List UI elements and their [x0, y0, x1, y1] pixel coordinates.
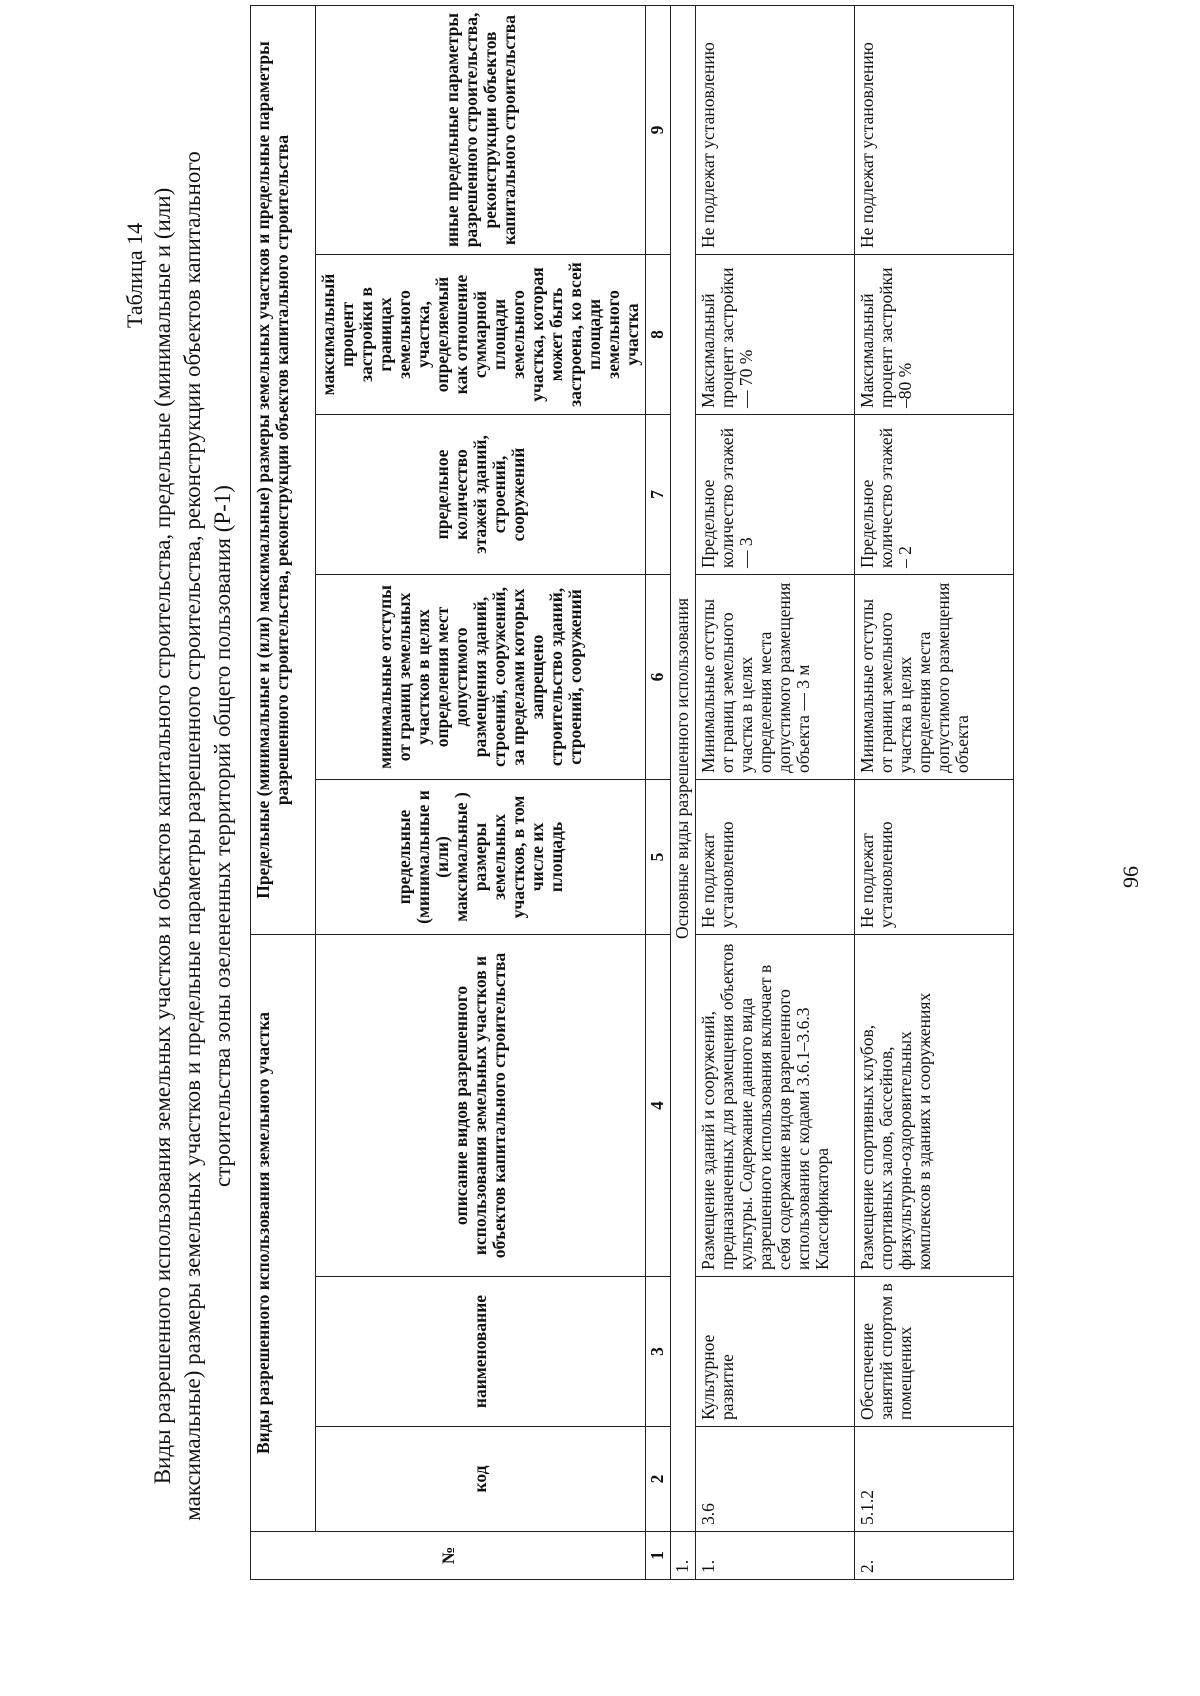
column-number: 4 [646, 934, 671, 1276]
page-number: 96 [1118, 866, 1143, 888]
section-number: 1. [671, 1532, 696, 1580]
row-other: Не подлежат установлению [855, 5, 1014, 254]
row-floors: Предельное количество этажей – 2 [855, 414, 1014, 574]
header-code: код [316, 1427, 646, 1532]
header-description: описание видов разрешенного использования земельных участков и объектов капитального строительства [316, 934, 646, 1276]
header-size: предельные (минимальные и (или) максимальные ) размеры земельных участков, в том числе их площадь [316, 779, 646, 934]
row-setbacks: Минимальные отступы от границ земельного участка в целях определения места допустимого размещения объекта — 3 м [696, 574, 855, 779]
column-number-row [646, 5, 671, 1579]
column-number: 7 [646, 414, 671, 574]
row-description: Размещение зданий и сооружений, предназначенных для размещения объектов культуры. Содержание данного вида разрешенного использования включает в себя содержание видов разрешенного использования с кодами 3.6.1–3.6.3 Классификатора [696, 934, 855, 1276]
row-description: Размещение спортивных клубов, спортивных залов, бассейнов, физкультурно-оздоровительных комплексов в зданиях и сооружениях [855, 934, 1014, 1276]
section-label: Основные виды разрешенного использования [671, 5, 696, 1531]
row-other: Не подлежат установлению [696, 5, 855, 254]
row-code: 5.1.2 [855, 1427, 1014, 1532]
row-size: Не подлежат установлению [696, 779, 855, 934]
zoning-table [250, 5, 1014, 1580]
header-row-columns [316, 5, 646, 1579]
row-size: Не подлежат установлению [855, 779, 1014, 934]
column-number: 1 [646, 1532, 671, 1580]
row-setbacks: Минимальные отступы от границ земельного участка в целях определения места допустимого размещения объекта [855, 574, 1014, 779]
header-floors: предельное количество этажей зданий, строений, сооружений [316, 414, 646, 574]
header-group-vri: Виды разрешенного использования земельного участка [251, 934, 316, 1531]
header-other: иные предельные параметры разрешенного строительства, реконструкции объектов капитального строительства [316, 5, 646, 254]
row-coverage: Максимальный процент застройки –80 % [855, 254, 1014, 414]
section-row [671, 5, 696, 1579]
column-number: 3 [646, 1277, 671, 1427]
column-number: 2 [646, 1427, 671, 1532]
table-row [696, 5, 855, 1579]
row-name: Обеспечение занятий спортом в помещениях [855, 1277, 1014, 1427]
header-setbacks: минимальные отступы от границ земельных участков в целях определения мест допустимого размещения зданий, строений, сооружений, за пределами которых запрещено строительство зданий, строений, сооружений [316, 574, 646, 779]
column-number: 9 [646, 5, 671, 254]
row-coverage: Максимальный процент застройки — 70 % [696, 254, 855, 414]
row-floors: Предельное количество этажей — 3 [696, 414, 855, 574]
row-name: Культурное развитие [696, 1277, 855, 1427]
header-name: наименование [316, 1277, 646, 1427]
row-no: 1. [696, 1532, 855, 1580]
column-number: 6 [646, 574, 671, 779]
column-number: 8 [646, 254, 671, 414]
row-no: 2. [855, 1532, 1014, 1580]
header-group-params: Предельные (минимальные и (или) максимальные) размеры земельных участков и предельные параметры разрешенного строительства, реконструкции объектов капитального строительства [251, 5, 316, 934]
header-no: № [251, 1532, 646, 1580]
table-row [855, 5, 1014, 1579]
header-coverage: максимальный процент застройки в границах земельного участка, определяемый как отношение суммарной площади земельного участка, которая может быть застроена, ко всей площади земельного участка [316, 254, 646, 414]
table-title: Виды разрешенного использования земельных участков и объектов капитального строительства, предельные (минимальные и (или) максимальные) размеры земельных участков и предельные параметры разрешенного строительства, реконструкции объектов капитального строительства зоны озелененных территорий общего пользования (Р-1) [150, 151, 235, 1521]
table-label: Таблица 14 [122, 222, 147, 328]
column-number: 5 [646, 779, 671, 934]
row-code: 3.6 [696, 1427, 855, 1532]
header-row-groups [251, 5, 316, 1579]
